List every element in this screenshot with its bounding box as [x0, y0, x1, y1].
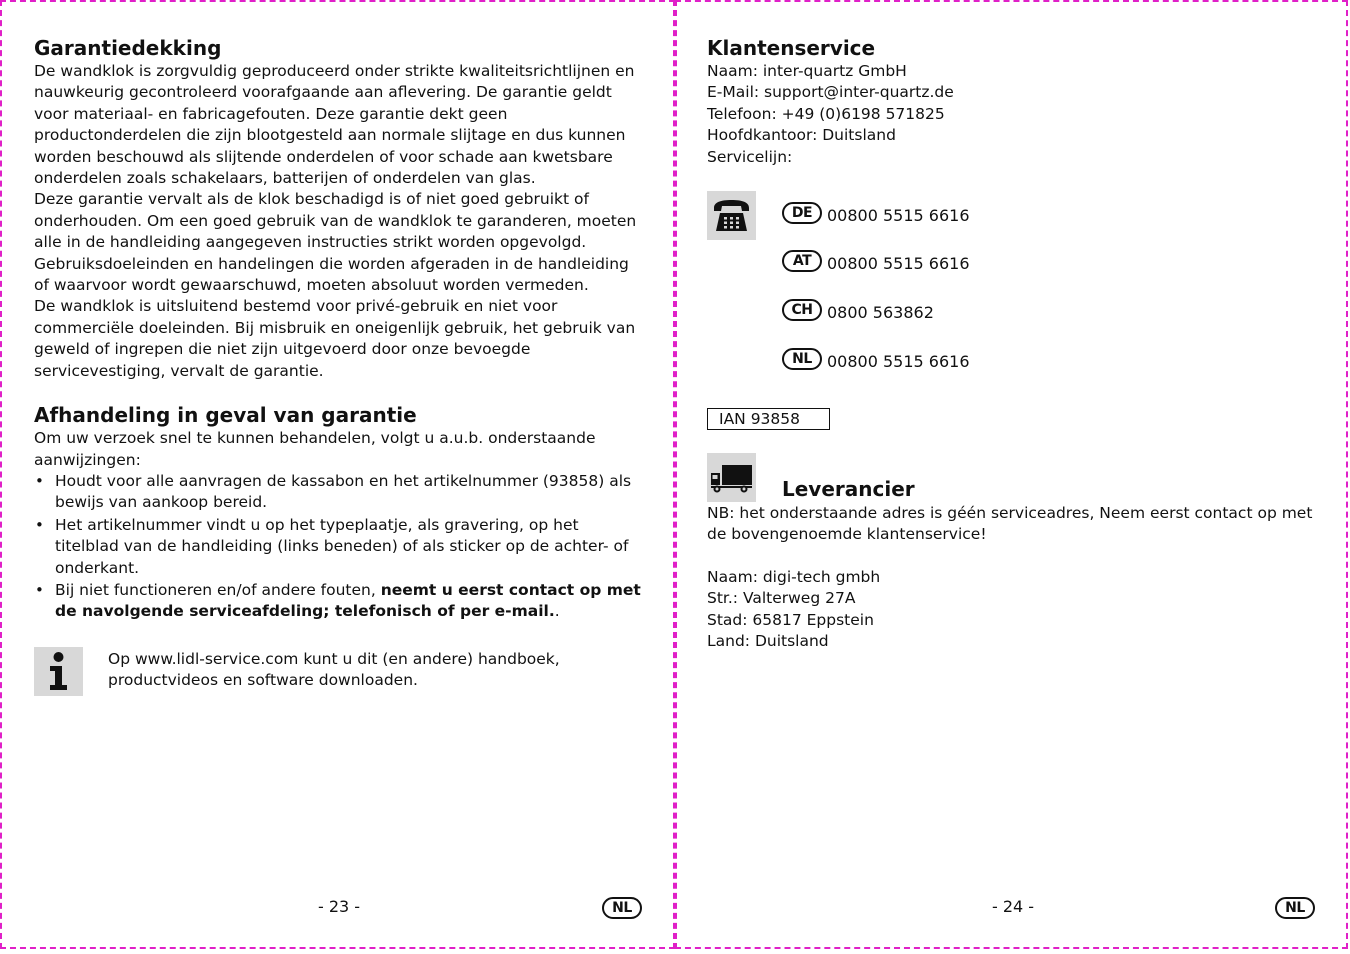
- info-icon: [34, 647, 83, 696]
- country-badge: NL: [782, 348, 822, 370]
- phone-icon: [707, 191, 756, 240]
- hotline-number: 00800 5515 6616: [827, 206, 970, 225]
- heading-garantiedekking: Garantiedekking: [34, 36, 222, 60]
- supplier-country: Land: Duitsland: [707, 632, 829, 651]
- supplier-street: Str.: Valterweg 27A: [707, 589, 856, 608]
- hotline-number: 00800 5515 6616: [827, 352, 970, 371]
- right-column: [707, 36, 1317, 896]
- left-column: [34, 36, 646, 699]
- paragraph-guarantee-1: De wandklok is zorgvuldig geproduceerd onder strikte kwaliteitsrichtlijnen en nauwkeurig gecontroleerd voorafgaande aan aflevering. De garantie geldt voor materiaal- en fabricagefouten. Deze garantie dekt geen productonderdelen die zijn blootgesteld aan normale slijtage en dus kunnen worden beschouwd als slijtende onderdelen of voor schade aan kwetsbare onderdelen zoals schakelaars, batterijen of onderdelen van glas.: [34, 62, 635, 188]
- language-badge: NL: [602, 897, 642, 919]
- contact-email: E-Mail: support@inter-quartz.de: [707, 83, 954, 102]
- list-item: • Houdt voor alle aanvragen de kassabon en het artikelnummer (93858) als bewijs van aankoop bereid.: [34, 471, 646, 514]
- paragraph-guarantee-2: Deze garantie vervalt als de klok beschadigd is of niet goed gebruikt of onderhouden. Om een goed gebruik van de wandklok te garanderen, moeten alle in de handleiding aangegeven instructies strikt worden opgevolgd. Gebruiksdoeleinden en handelingen die worden afgeraden in de handleiding of waarvoor wordt gewaarschuwd, moeten absoluut worden vermeden.: [34, 190, 637, 295]
- info-notice: [34, 647, 646, 699]
- page-left: [0, 0, 675, 949]
- page-number: - 23 -: [318, 897, 361, 916]
- info-text: Op www.lidl-service.com kunt u dit (en andere) handboek, productvideos en software downloaden.: [108, 649, 560, 690]
- country-badge: CH: [782, 299, 822, 321]
- supplier-name: Naam: digi-tech gmbh: [707, 567, 881, 586]
- page-number: - 24 -: [992, 897, 1035, 916]
- heading-klantenservice: Klantenservice: [707, 36, 876, 60]
- heading-leverancier: Leverancier: [782, 477, 915, 501]
- contact-servicelijn: Servicelijn:: [707, 147, 793, 166]
- contact-name: Naam: inter-quartz GmbH: [707, 62, 907, 80]
- supplier-city: Stad: 65817 Eppstein: [707, 610, 874, 629]
- paragraph-guarantee-3: De wandklok is uitsluitend bestemd voor privé-gebruik en niet voor commerciële doeleinden. Bij misbruik en oneigenlijk gebruik, het gebruik van geweld of ingrepen die niet zijn uitgevoerd door onze bevoegde servicevestiging, vervalt de garantie.: [34, 297, 636, 380]
- hotline-number: 00800 5515 6616: [827, 254, 970, 273]
- contact-phone: Telefoon: +49 (0)6198 571825: [707, 104, 945, 123]
- page-right: [675, 0, 1348, 949]
- list-item: • Het artikelnummer vindt u op het typeplaatje, als gravering, op het titelblad van de handleiding (links beneden) of als sticker op de achter- of onderkant.: [34, 515, 646, 579]
- paragraph-intro: Om uw verzoek snel te kunnen behandelen, volgt u a.u.b. onderstaande aanwijzingen:: [34, 429, 596, 469]
- supplier-note: NB: het onderstaande adres is géén serviceadres, Neem eerst contact op met de bovengenoemde klantenservice!: [707, 504, 1313, 544]
- heading-afhandeling: Afhandeling in geval van garantie: [34, 403, 417, 428]
- hotline-number: 0800 563862: [827, 303, 934, 322]
- instruction-list: [34, 471, 646, 623]
- language-badge: NL: [1275, 897, 1315, 919]
- list-item: • Bij niet functioneren en/of andere fouten, neemt u eerst contact op met de navolgende serviceafdeling; telefonisch of per e-mail..: [34, 580, 646, 623]
- truck-icon: [707, 453, 756, 502]
- contact-hq: Hoofdkantoor: Duitsland: [707, 126, 896, 145]
- country-badge: DE: [782, 202, 822, 224]
- country-badge: AT: [782, 250, 822, 272]
- supplier-block: [707, 503, 1317, 652]
- ian-box: IAN 93858: [707, 408, 830, 430]
